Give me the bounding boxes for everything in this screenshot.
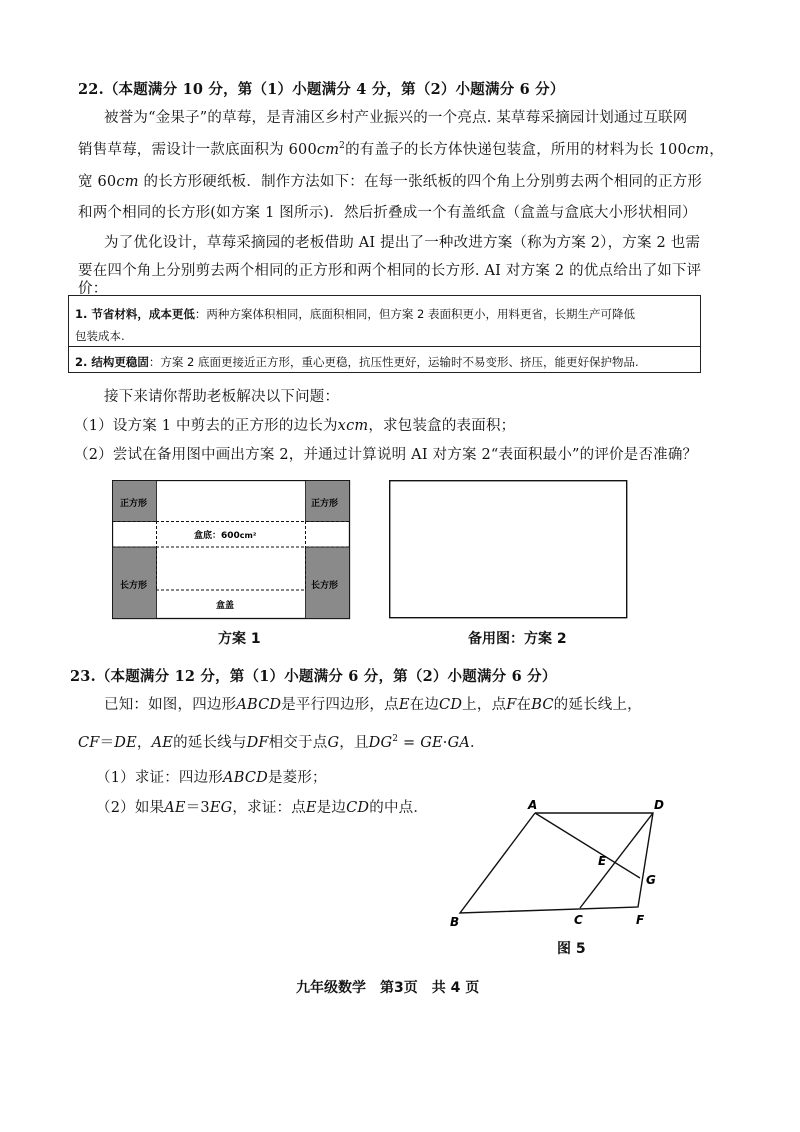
- q22-para-5: 为了优化设计，草莓采摘园的老板借助 AI 提出了一种改进方案（称为方案 2），方案 2 也需: [104, 235, 701, 251]
- segment-AG: [535, 813, 640, 878]
- segment-DC: [580, 813, 653, 908]
- label-rect-br: 长方形: [311, 581, 339, 591]
- label-box-bottom: 盒底：600cm²: [194, 531, 257, 541]
- q22-para-2: 销售草莓，需设计一款底面积为 $600cm^2$的有盖子的长方体快递包装盒，所用的材料为长 100cm，: [78, 141, 724, 158]
- q22-para-4: 和两个相同的长方形(如方案 1 图所示)．然后折叠成一个有盖纸盒（盒盖与盒底大小形状相同）: [78, 205, 697, 221]
- label-square-tl: 正方形: [120, 499, 148, 509]
- point-B-label: B: [450, 915, 460, 929]
- evaluation-divider: [69, 346, 700, 347]
- q22-subquestion-2: （2）尝试在备用图中画出方案 2，并通过计算说明 AI 对方案 2“表面积最小”的评价是否准确？: [74, 447, 698, 463]
- evaluation-line-1-cont: 包装成本.: [75, 329, 125, 343]
- evaluation-line-2: 2. 结构更稳固：方案 2 底面更接近正方形，重心更稳，抗压性更好，运输时不易变形、挤压，能更好保护物品.: [75, 355, 639, 369]
- q22-header: 22.（本题满分 10 分，第（1）小题满分 4 分，第（2）小题满分 6 分）: [78, 81, 565, 98]
- point-E-label: E: [598, 854, 607, 868]
- evaluation-line-1: 1. 节省材料，成本更低：两种方案体积相同，底面积相同，但方案 2 表面积更小，用料更省，长期生产可降低: [75, 307, 635, 321]
- q23-para-2: CF＝DE，AE的延长线与DF相交于点G，且$DG^2 = GE\cdot GA$．: [78, 734, 485, 751]
- q23-header: 23.（本题满分 12 分，第（1）小题满分 6 分，第（2）小题满分 6 分）: [70, 668, 557, 685]
- ai-evaluation-box: [68, 295, 701, 373]
- q22-subquestion-1: （1）设方案 1 中剪去的正方形的边长为xcm，求包装盒的表面积；: [74, 418, 516, 434]
- q22-para-7: 价：: [78, 281, 108, 297]
- label-box-lid: 盒盖: [216, 601, 235, 611]
- plan-1-figure: [112, 480, 352, 620]
- point-A-label: A: [528, 798, 538, 812]
- point-G-label: G: [646, 873, 656, 887]
- q22-intro: 接下来请你帮助老板解决以下问题：: [104, 389, 340, 405]
- point-D-label: D: [654, 798, 664, 812]
- figure-5-caption: 图 5: [557, 941, 586, 957]
- plan-2-blank-figure: [389, 480, 629, 620]
- label-square-tr: 正方形: [311, 499, 339, 509]
- figure-5-geometry: [440, 795, 680, 935]
- label-rect-bl: 长方形: [120, 581, 148, 591]
- q22-para-6: 要在四个角上分别剪去两个相同的正方形和两个相同的长方形. AI 对方案 2 的优点给出了如下评: [78, 263, 702, 279]
- q23-subquestion-2: （2）如果AE＝3EG，求证：点E是边CD的中点．: [96, 800, 429, 816]
- plan-2-board: [390, 481, 627, 618]
- q22-para-3: 宽 60cm 的长方形硬纸板．制作方法如下：在每一张纸板的四个角上分别剪去两个相同的正方形: [78, 174, 703, 190]
- page-footer: 九年级数学 第3页 共 4 页: [296, 980, 480, 996]
- plan-1-caption: 方案 1: [218, 631, 261, 647]
- q23-para-1: 已知：如图，四边形ABCD是平行四边形，点E在边CD上，点F在BC的延长线上，: [104, 697, 642, 713]
- q23-subquestion-1: （1）求证：四边形ABCD是菱形；: [96, 770, 327, 786]
- point-F-label: F: [636, 913, 645, 927]
- parallelogram-and-segments: [460, 813, 653, 913]
- plan-2-caption: 备用图：方案 2: [468, 631, 567, 647]
- point-C-label: C: [574, 913, 583, 927]
- q22-para-1: 被誉为“金果子”的草莓，是青浦区乡村产业振兴的一个亮点. 某草莓采摘园计划通过互联网: [104, 110, 688, 126]
